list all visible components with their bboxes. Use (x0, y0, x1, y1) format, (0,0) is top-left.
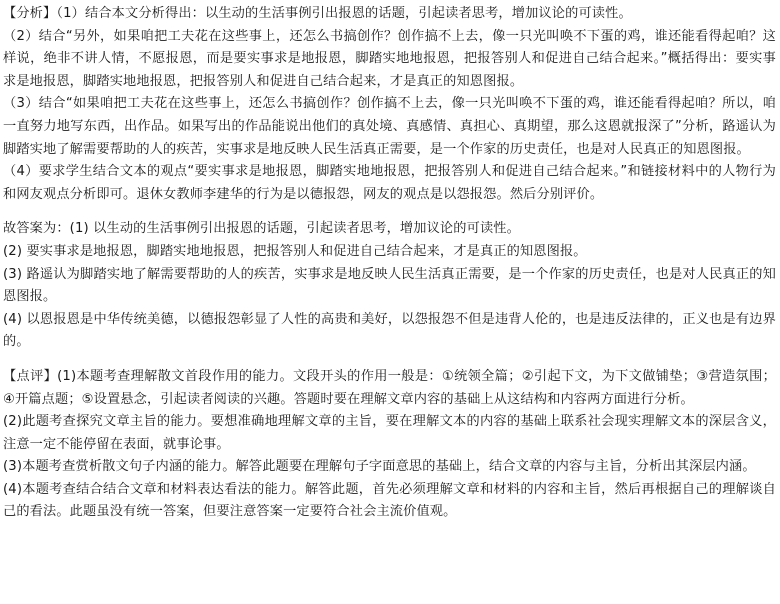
section-spacer (3, 354, 776, 366)
analysis-paragraph-3: （3）结合“如果咱把工夫花在这些事上，还怎么书搞创作？创作搞不上去，像一只光叫唤不下蛋的鸡，谁还能看得起咱？所以，咱一直努力地写东西，出作品。如果写出的作品能说出他们的真处境、真感情、真担心、真期望，那么这恩就报深了”分析，路遥认为脚踏实地了解需要帮助的人的疾苦，实事求是地反映人民生活真正需要，是一个作家的历史责任，也是对人民真正的知恩图报。 (3, 96, 776, 157)
comment-paragraph-3: (3)本题考查赏析散文句子内涵的能力。解答此题要在理解句子字面意思的基础上，结合文章的内容与主旨，分析出其深层内涵。 (3, 459, 756, 475)
comment-section (3, 366, 776, 524)
answer-paragraph-2: (2) 要实事求是地报恩，脚踏实地地报恩，把报答别人和促进自己结合起来，才是真正的知恩图报。 (3, 243, 587, 259)
comment-paragraph-1: 【点评】(1)本题考查理解散文首段作用的能力。文段开头的作用一般是：①统领全篇；②引起下文，为下文做铺垫；③营造氛围；④开篇点题；⑤设置悬念，引起读者阅读的兴趣。答题时要在理解文章内容的基础上从这结构和内容两方面进行分析。 (3, 368, 776, 407)
section-spacer (3, 206, 776, 218)
comment-paragraph-4: (4)本题考查结合结合文章和材料表达看法的能力。解答此题，首先必须理解文章和材料的内容和主旨，然后再根据自己的理解谈自己的看法。此题虽没有统一答案，但要注意答案一定要符合社会主流价值观。 (3, 481, 776, 520)
analysis-paragraph-2: （2）结合“另外，如果咱把工夫花在这些事上，还怎么书搞创作？创作搞不上去，像一只光叫唤不下蛋的鸡，谁还能看得起咱？这样说，绝非不讲人情，不愿报恩，而是要实事求是地报恩，脚踏实地地报恩，把报答别人和促进自己结合起来。”概括得出：要实事求是地报恩，脚踏实地地报恩，把报答别人和促进自己结合起来，才是真正的知恩图报。 (3, 28, 776, 89)
answer-paragraph-1: 故答案为：(1) 以生动的生活事例引出报恩的话题，引起读者思考，增加议论的可读性。 (3, 221, 520, 237)
analysis-section (3, 3, 776, 206)
analysis-paragraph-1: 【分析】（1）结合本文分析得出：以生动的生活事例引出报恩的话题，引起读者思考，增加议论的可读性。 (3, 6, 632, 21)
answer-section (3, 218, 776, 354)
answer-paragraph-4: (4) 以恩报恩是中华传统美德，以德报怨彰显了人性的高贵和美好，以怨报怨不但是违背人伦的，也是违反法律的，正义也是有边界的。 (3, 311, 776, 350)
analysis-paragraph-4: （4）要求学生结合文本的观点“要实事求是地报恩，脚踏实地地报恩，把报答别人和促进自己结合起来。”和链接材料中的人物行为和网友观点分析即可。退休女教师李建华的行为是以德报怨，网友的观点是以怨报怨。然后分别评价。 (3, 164, 776, 202)
answer-paragraph-3: (3) 路遥认为脚踏实地了解需要帮助的人的疾苦，实事求是地反映人民生活真正需要，是一个作家的历史责任，也是对人民真正的知恩图报。 (3, 266, 776, 305)
comment-paragraph-2: (2)此题考查探究文章主旨的能力。要想准确地理解文章的主旨，要在理解文本的内容的基础上联系社会现实理解文本的深层含义，注意一定不能停留在表面，就事论事。 (3, 414, 776, 452)
